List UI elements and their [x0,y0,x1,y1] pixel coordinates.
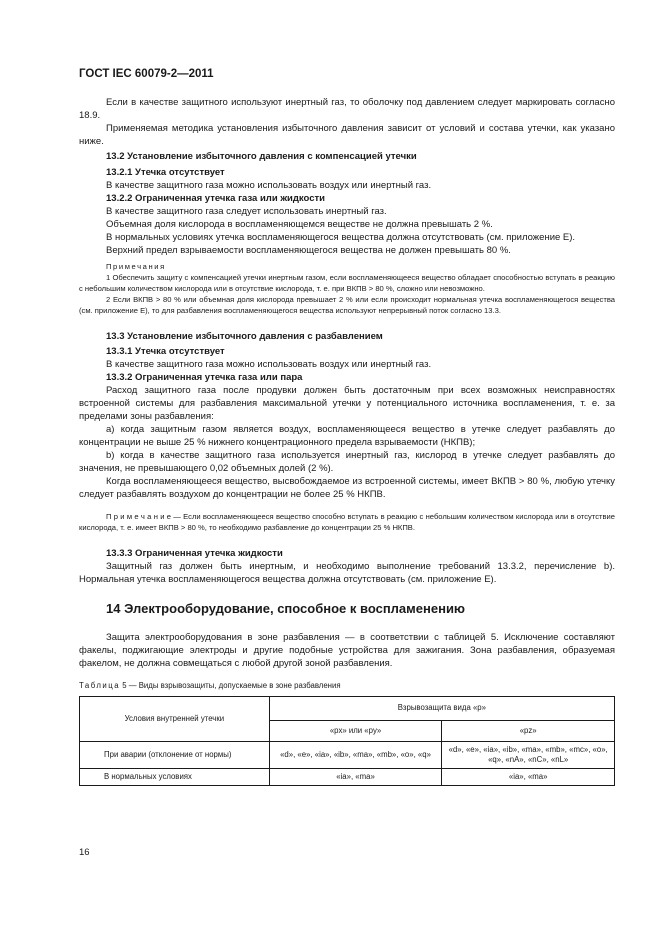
table-cell-px-py: «ia», «ma» [269,769,442,786]
paragraph: Защита электрооборудования в зоне разбавления — в соответствии с таблицей 5. Исключение составляют факелы, поджигающие электроды и другие подобные устройства для зажигания. Зона разбавления, образуемая факелом, не должна совмещаться с любой другой зоной разбавления. [79,632,615,669]
document-header: ГОСТ IEC 60079-2—2011 [79,68,214,80]
note-paragraph: П р и м е ч а н и е — Если воспламеняющееся вещество способно вступать в реакцию с небольшим количеством кислорода или в отсутствие кислорода, т. е. имеет ВКПВ > 80 %, то необходимо разбавление до концентрации 25 % НКПВ. [79,512,615,532]
section-heading: 13.2 Установление избыточного давления с компенсацией утечки [106,151,417,162]
protection-table [79,696,615,786]
table-row [80,769,615,786]
table-head-px-py: «px» или «py» [269,720,442,741]
paragraph: В качестве защитного газа можно использовать воздух или инертный газ. [106,180,432,191]
paragraph: Применяемая методика установления избыточного давления зависит от условий и состава утечки, как указано ниже. [79,123,615,147]
paragraph: а) когда защитным газом является воздух, воспламеняющееся вещество в утечке следует разбавлять до концентрации не выше 25 % нижнего концентрационного предела взрываемости (НКПВ); [79,424,615,448]
note-paragraph: 1 Обеспечить защиту с компенсацией утечки инертным газом, если воспламеняющееся вещество обладает способностью вступать в реакцию с небольшим количеством кислорода или в отсутствие кислорода, т. е. при ВКПВ > 80 %, сложно или невозможно. [79,273,615,293]
section-heading: 13.3.2 Ограниченная утечка газа или пара [106,372,303,383]
paragraph: Верхний предел взрываемости воспламеняющегося вещества не должен превышать 80 %. [106,245,511,256]
table-head-condition: Условия внутренней утечки [80,697,270,742]
table-header-row [80,697,615,721]
note-paragraph: 2 Если ВКПВ > 80 % или объемная доля кислорода превышает 2 % или если происходит нормальная утечка воспламеняющегося вещества (см. приложение Е), то для разбавления воспламеняющегося вещества используют непрерывный поток согласно 13.3. [79,295,615,315]
section-heading: 13.2.2 Ограниченная утечка газа или жидкости [106,193,326,204]
section-heading: 13.3.3 Ограниченная утечка жидкости [106,548,283,559]
table-cell-condition: В нормальных условиях [80,769,270,786]
table-cell-condition: При аварии (отклонение от нормы) [80,742,270,769]
table-cell-px-py: «d», «e», «ia», «ib», «ma», «mb», «o», «q» [269,742,442,769]
section-heading: 13.3 Установление избыточного давления с разбавлением [106,331,383,342]
table-caption [79,680,615,691]
section-heading: 13.2.1 Утечка отсутствует [106,167,225,178]
paragraph: Когда воспламеняющееся вещество, высвобождаемое из встроенной системы, имеет ВКПВ > 80 %, любую утечку следует разбавлять воздухом до концентрации не более 25 % НКПВ. [79,476,615,500]
table-row [80,742,615,769]
table-caption-text: 5 — Виды взрывозащиты, допускаемые в зоне разбавления [122,681,341,690]
paragraph: b) когда в качестве защитного газа используется инертный газ, кислород в утечке следует разбавлять до значения, не превышающего 0,02 объемных долей (2 %). [79,450,615,474]
paragraph: Если в качестве защитного используют инертный газ, то оболочку под давлением следует маркировать согласно 18.9. [79,97,615,121]
table-head-pz: «pz» [442,720,615,741]
table-head-group: Взрывозащита вида «р» [269,697,614,721]
paragraph: Расход защитного газа после продувки должен быть достаточным при всех возможных неисправностях встроенной системы для разбавления максимальной утечки у потенциального источника воспламенения, т. е. за пределами зоны разбавления: [79,385,615,422]
table-cell-pz: «d», «e», «ia», «ib», «ma», «mb», «mc», «o», «q», «nA», «nC», «nL» [442,742,615,769]
paragraph: В качестве защитного газа можно использовать воздух или инертный газ. [106,359,432,370]
page-number: 16 [79,847,90,858]
page-content [79,96,615,786]
text-flow [79,96,615,670]
paragraph: В качестве защитного газа следует использовать инертный газ. [106,206,387,217]
table-cell-pz: «ia», «ma» [442,769,615,786]
section-heading: 13.3.1 Утечка отсутствует [106,346,225,357]
notes-heading: Примечания [106,262,166,271]
paragraph: Объемная доля кислорода в воспламеняющемся веществе не должна превышать 2 %. [106,219,493,230]
paragraph: Защитный газ должен быть инертным, и необходимо выполнение требований 13.3.2, перечисление b). Нормальная утечка воспламеняющегося вещества должна отсутствовать (см. приложение Е). [79,561,615,585]
table-caption-prefix: Таблица [79,681,121,690]
chapter-heading: 14 Электрооборудование, способное к воспламенению [106,601,466,616]
paragraph: В нормальных условиях утечка воспламеняющегося вещества должна отсутствовать (см. приложение Е). [106,232,576,243]
